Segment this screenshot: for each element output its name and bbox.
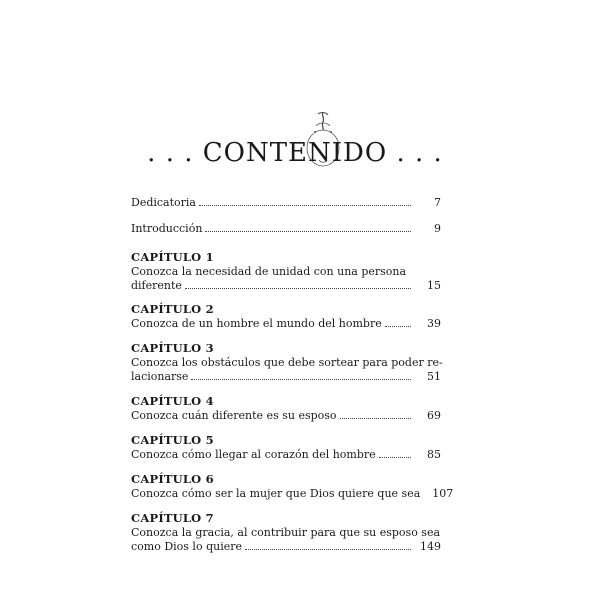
chapter-heading: CAPÍTULO 3 [131, 341, 214, 355]
chapter-desc-last [131, 317, 441, 331]
dot-leader [385, 325, 411, 327]
chapter-desc-line: Conozca la necesidad de unidad con una persona [131, 265, 407, 278]
chapter-desc-last [131, 279, 441, 293]
dot-leader [185, 287, 411, 289]
toc-entry-introduccion [131, 222, 441, 236]
toc-entry-dedicatoria [131, 196, 441, 210]
chapter-heading: CAPÍTULO 5 [131, 433, 214, 447]
table-of-contents [131, 196, 454, 554]
entry-page: 107 [432, 487, 454, 500]
chapter-2 [131, 302, 441, 331]
dot-leader [205, 230, 411, 232]
page-title: . . . CONTENIDO . . . [147, 138, 443, 168]
entry-page: 39 [427, 317, 441, 330]
entry-label: Dedicatoria [131, 196, 196, 209]
entry-label: Conozca cómo llegar al corazón del hombre [131, 448, 376, 461]
entry-page: 9 [434, 222, 441, 235]
dot-leader [199, 204, 411, 206]
dot-leader [191, 378, 411, 380]
entry-page: 15 [427, 279, 441, 292]
chapter-3 [131, 341, 441, 384]
entry-label: Conozca cuán diferente es su esposo [131, 409, 337, 422]
chapter-5 [131, 433, 441, 462]
chapter-6 [131, 472, 454, 501]
chapter-heading: CAPÍTULO 1 [131, 250, 214, 264]
entry-label: Conozca de un hombre el mundo del hombre [131, 317, 382, 330]
chapter-desc-last [131, 540, 441, 554]
entry-label: lacionarse [131, 370, 189, 383]
chapter-heading: CAPÍTULO 2 [131, 302, 214, 316]
chapter-desc-last [131, 409, 441, 423]
chapter-desc-line: Conozca los obstáculos que debe sortear para poder re- [131, 356, 443, 369]
dot-leader [340, 417, 411, 419]
chapter-7 [131, 511, 441, 554]
chapter-heading: CAPÍTULO 7 [131, 511, 214, 525]
entry-label: como Dios lo quiere [131, 540, 242, 553]
dot-leader [379, 456, 411, 458]
entry-page: 7 [434, 196, 441, 209]
entry-label: diferente [131, 279, 182, 292]
entry-label: Introducción [131, 222, 203, 235]
chapter-desc-line: Conozca la gracia, al contribuir para que su esposo sea [131, 526, 441, 539]
chapter-desc-last [131, 448, 441, 462]
chapter-desc-last [131, 487, 454, 501]
chapter-heading: CAPÍTULO 4 [131, 394, 214, 408]
entry-label: Conozca cómo ser la mujer que Dios quiere que sea [131, 487, 421, 500]
chapter-heading: CAPÍTULO 6 [131, 472, 214, 486]
title-block [125, 132, 465, 182]
entry-page: 149 [420, 540, 441, 553]
chapter-4 [131, 394, 441, 423]
entry-page: 51 [427, 370, 441, 383]
dot-leader [245, 548, 411, 550]
entry-page: 85 [427, 448, 441, 461]
chapter-1 [131, 250, 441, 293]
entry-page: 69 [427, 409, 441, 422]
chapter-desc-last [131, 370, 441, 384]
